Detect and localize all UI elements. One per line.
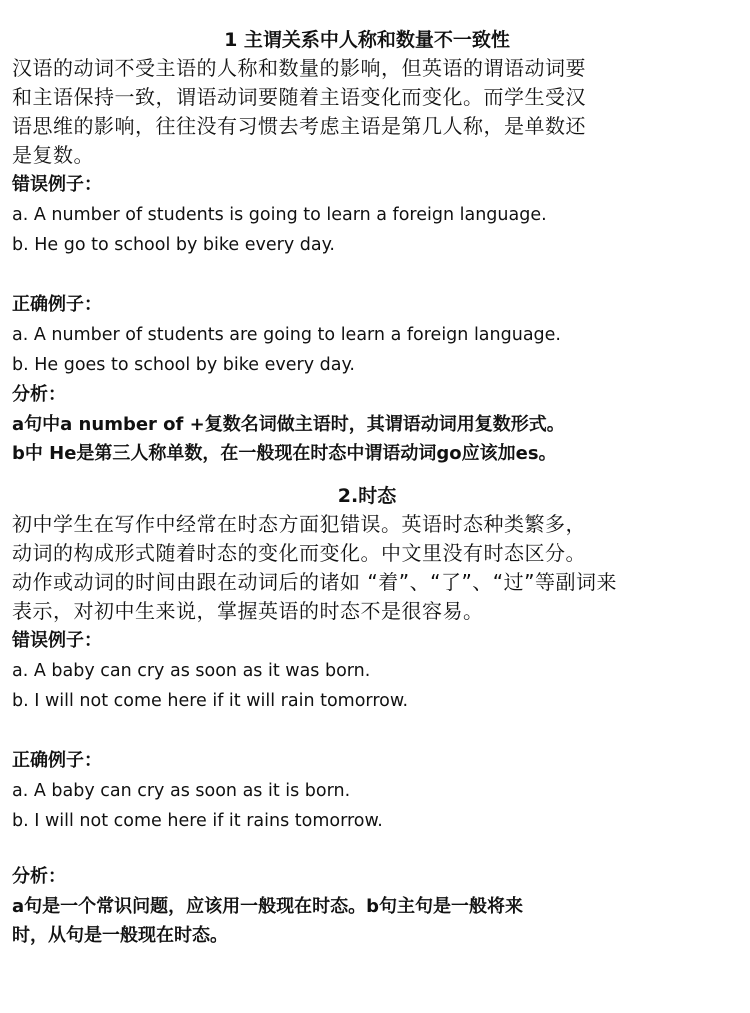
spacer (12, 836, 722, 862)
spacer (12, 716, 722, 746)
wrong-examples-label: 错误例子： (12, 630, 102, 651)
wrong-examples-label: 错误例子： (12, 174, 102, 195)
section-subject-verb-agreement (12, 26, 722, 468)
correct-example: a. A baby can cry as soon as it is born. (12, 781, 351, 801)
correct-examples-label: 正确例子： (12, 294, 102, 315)
intro-line: 表示，对初中生来说，掌握英语的时态不是很容易。 (12, 599, 484, 623)
intro-line: 汉语的动词不受主语的人称和数量的影响，但英语的谓语动词要 (12, 56, 586, 80)
analysis-line: a句中a number of +复数名词做主语时，其谓语动词用复数形式。 (12, 414, 565, 435)
analysis-line: a句是一个常识问题，应该用一般现在时态。b句主句是一般将来 (12, 896, 524, 917)
correct-example: b. He goes to school by bike every day. (12, 355, 355, 375)
intro-line: 语思维的影响，往往没有习惯去考虑主语是第几人称，是单数还 (12, 114, 586, 138)
wrong-example: a. A number of students is going to learn a foreign language. (12, 205, 547, 225)
correct-examples-label: 正确例子： (12, 750, 102, 771)
analysis-label: 分析： (12, 866, 66, 887)
intro-line: 是复数。 (12, 143, 94, 167)
section-title: 2.时态 (337, 485, 397, 507)
intro-line: 动词的构成形式随着时态的变化而变化。中文里没有时态区分。 (12, 541, 586, 565)
intro-line: 和主语保持一致，谓语动词要随着主语变化而变化。而学生受汉 (12, 85, 586, 109)
section-tense (12, 482, 722, 950)
intro-line: 动作或动词的时间由跟在动词后的诸如 “着”、“了”、“过”等副词来 (12, 570, 618, 594)
analysis-line: 时，从句是一般现在时态。 (12, 925, 228, 946)
correct-example: a. A number of students are going to learn a foreign language. (12, 325, 561, 345)
analysis-label: 分析： (12, 384, 66, 405)
correct-example: b. I will not come here if it rains tomorrow. (12, 811, 383, 831)
spacer (12, 468, 722, 482)
wrong-example: a. A baby can cry as soon as it was born. (12, 661, 371, 681)
section-title: 1 主谓关系中人称和数量不一致性 (224, 29, 510, 51)
intro-line: 初中学生在写作中经常在时态方面犯错误。英语时态种类繁多， (12, 512, 586, 536)
wrong-example: b. I will not come here if it will rain tomorrow. (12, 691, 409, 711)
spacer (12, 260, 722, 290)
analysis-line: b中 He是第三人称单数，在一般现在时态中谓语动词go应该加es。 (12, 443, 557, 464)
wrong-example: b. He go to school by bike every day. (12, 235, 335, 255)
